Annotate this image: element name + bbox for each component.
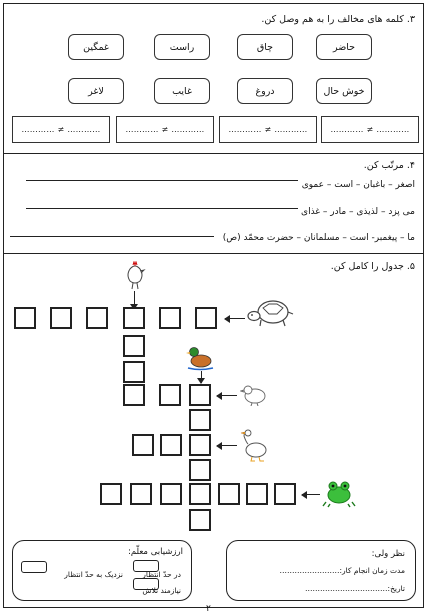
date-field[interactable]: تاریخ:…………………………… (305, 584, 405, 593)
word-box[interactable]: غایب (154, 78, 210, 104)
left-arrow-icon (217, 395, 237, 396)
answer-line[interactable] (26, 208, 298, 209)
q5-title: ۵. جدول را کامل کن. (330, 261, 415, 272)
crossword-cell[interactable] (132, 434, 154, 456)
option-label: نیازمند تلاش (142, 586, 181, 595)
option-checkbox[interactable] (21, 561, 47, 573)
crossword-cell[interactable] (159, 307, 181, 329)
word-box[interactable]: دروغ (237, 78, 293, 104)
answer-line[interactable] (10, 236, 214, 237)
word-box[interactable]: چاق (237, 34, 293, 60)
crossword-cell[interactable] (160, 483, 182, 505)
parent-title: نظر ولی: (371, 549, 405, 559)
left-arrow-icon (217, 445, 237, 446)
scrambled-sentence: اصغر – باغبان – است – عموی (301, 180, 415, 190)
divider-2 (3, 253, 424, 254)
chick-icon (240, 382, 268, 406)
frog-icon (322, 478, 356, 508)
crossword-cell[interactable] (123, 335, 145, 357)
q4-title: ۴. مرتّب کن. (363, 160, 415, 171)
crossword-cell[interactable] (160, 434, 182, 456)
crossword-cell[interactable] (123, 384, 145, 406)
word-box[interactable]: حاضر (316, 34, 372, 60)
down-arrow-icon (201, 371, 202, 383)
goose-icon (240, 428, 268, 462)
option-checkbox[interactable] (133, 560, 159, 572)
rooster-icon (120, 261, 150, 291)
word-box[interactable]: غمگین (68, 34, 124, 60)
answer-blank[interactable]: ………… ≠ ………… (321, 116, 419, 143)
turtle-icon (247, 296, 295, 332)
crossword-cell[interactable] (189, 409, 211, 431)
crossword-cell[interactable] (189, 459, 211, 481)
word-box[interactable]: لاغر (68, 78, 124, 104)
word-box[interactable]: خوش حال (316, 78, 372, 104)
crossword-cell[interactable] (189, 434, 211, 456)
parent-comment-panel (226, 540, 416, 601)
page-number: ۲ (206, 604, 211, 614)
crossword-cell[interactable] (159, 384, 181, 406)
duck-icon (185, 344, 215, 372)
crossword-cell[interactable] (14, 307, 36, 329)
left-arrow-icon (302, 494, 320, 495)
crossword-cell[interactable] (195, 307, 217, 329)
crossword-cell[interactable] (218, 483, 240, 505)
word-box[interactable]: راست (154, 34, 210, 60)
teacher-evaluation-panel (12, 540, 192, 601)
duration-field[interactable]: مدت زمان انجام کار:…………………… (279, 566, 405, 575)
scrambled-sentence: ما – پیغمبر- است – مسلمانان – حضرت محمّد (ص) (222, 233, 415, 243)
answer-blank[interactable]: ………… ≠ ………… (116, 116, 214, 143)
crossword-cell[interactable] (123, 307, 145, 329)
crossword-cell[interactable] (130, 483, 152, 505)
answer-blank[interactable]: ………… ≠ ………… (219, 116, 317, 143)
teacher-title: ارزشیابی معلّم: (128, 547, 183, 557)
q3-title: ۳. کلمه های مخالف را به هم وصل کن. (261, 14, 415, 25)
crossword-cell[interactable] (189, 483, 211, 505)
divider-1 (3, 153, 424, 154)
crossword-cell[interactable] (246, 483, 268, 505)
crossword-cell[interactable] (189, 384, 211, 406)
crossword-cell[interactable] (123, 361, 145, 383)
option-label: در حدّ انتظار (142, 570, 181, 579)
scrambled-sentence: می پزد – لذیذی – مادر – غذای (301, 207, 415, 217)
option-label: نزدیک به حدّ انتظار (64, 570, 123, 579)
crossword-cell[interactable] (50, 307, 72, 329)
answer-blank[interactable]: ………… ≠ ………… (12, 116, 110, 143)
left-arrow-icon (225, 318, 245, 319)
crossword-cell[interactable] (274, 483, 296, 505)
option-checkbox[interactable] (133, 578, 159, 590)
crossword-cell[interactable] (100, 483, 122, 505)
crossword-cell[interactable] (189, 509, 211, 531)
answer-line[interactable] (26, 180, 298, 181)
crossword-cell[interactable] (86, 307, 108, 329)
